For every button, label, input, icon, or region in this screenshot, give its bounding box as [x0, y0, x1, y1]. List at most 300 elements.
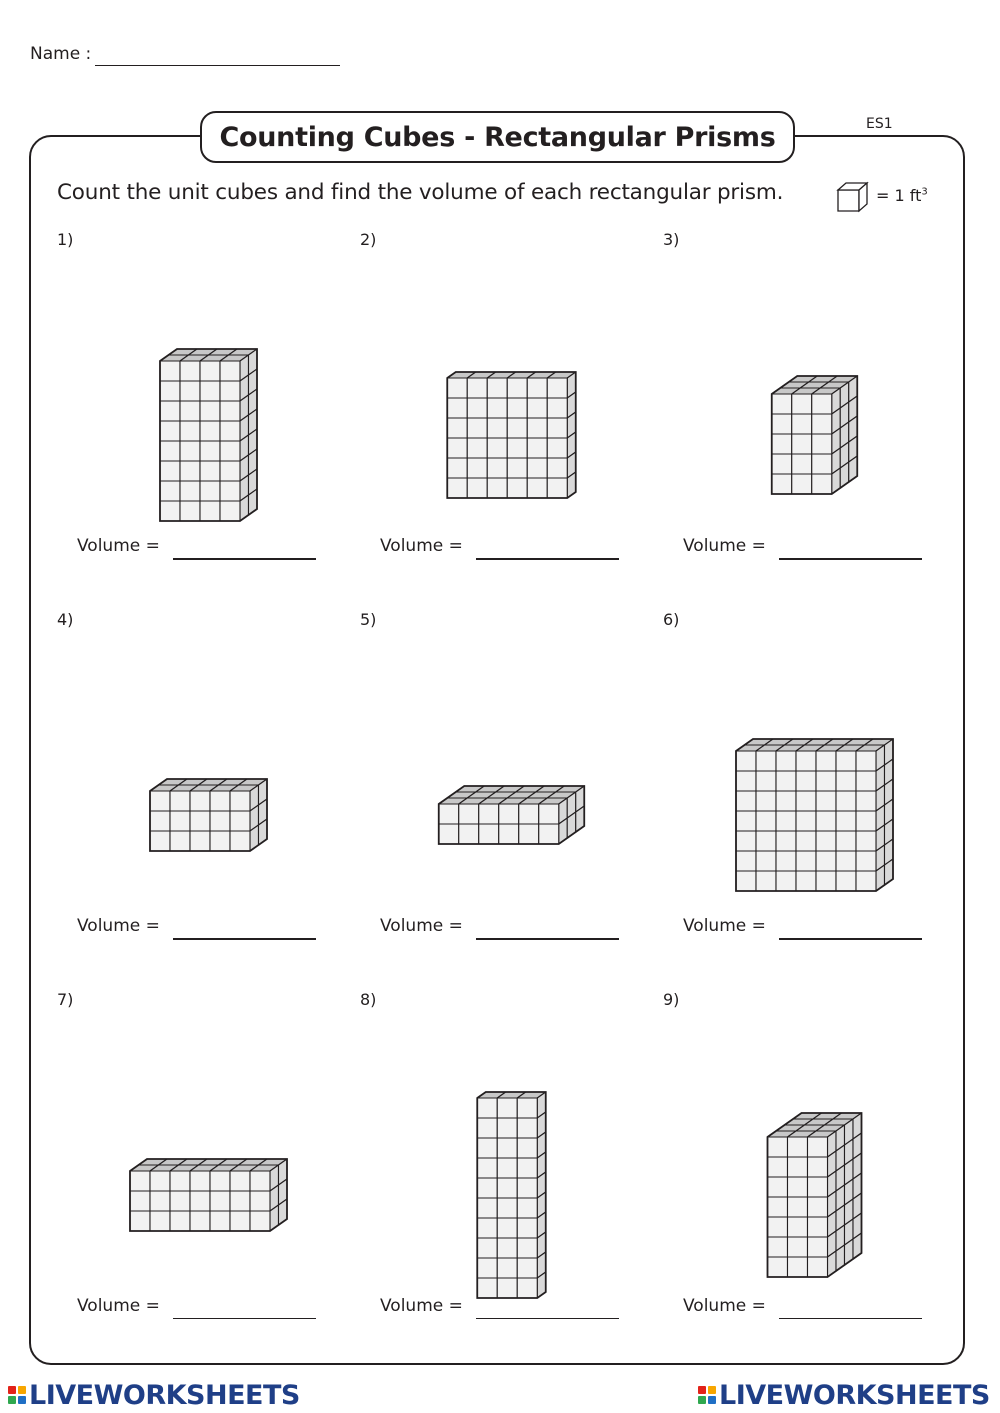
cube-face — [836, 751, 856, 771]
cube-face — [477, 1278, 497, 1298]
cube-face — [230, 811, 250, 831]
problem-number: 2) — [360, 230, 377, 249]
problem-number: 7) — [57, 990, 74, 1009]
cube-face — [487, 398, 507, 418]
cube-face — [459, 804, 479, 824]
cube-face — [200, 361, 220, 381]
cube-face — [856, 791, 876, 811]
cube-face — [776, 791, 796, 811]
cube-face — [200, 441, 220, 461]
cube-face — [507, 438, 527, 458]
cube-face — [497, 1118, 517, 1138]
footer-brand: LIVEWORKSHEETS — [719, 1379, 990, 1411]
cube-face — [756, 831, 776, 851]
footer-logo-right[interactable] — [698, 1378, 990, 1412]
cube-face — [200, 481, 220, 501]
cube-face — [772, 454, 792, 474]
cube-face — [467, 418, 487, 438]
cube-face — [150, 791, 170, 811]
name-label: Name : — [30, 44, 92, 64]
cube-face — [808, 1237, 828, 1257]
problem-8 — [360, 990, 663, 1370]
cube-face — [836, 791, 856, 811]
cube-face — [517, 1158, 537, 1178]
cube-face — [220, 401, 240, 421]
cube-face — [547, 438, 567, 458]
problem-6 — [663, 610, 966, 990]
cube-face — [447, 418, 467, 438]
cube-face — [768, 1257, 788, 1277]
cube-face — [230, 1211, 250, 1231]
cube-face — [517, 1198, 537, 1218]
logo-tile — [708, 1396, 716, 1404]
cube-face — [507, 398, 527, 418]
cube-face — [756, 751, 776, 771]
cube-face — [507, 378, 527, 398]
prism-figure — [663, 630, 966, 910]
problem-number: 8) — [360, 990, 377, 1009]
cube-face — [250, 1211, 270, 1231]
cube-face — [788, 1137, 808, 1157]
cube-face — [150, 1191, 170, 1211]
cube-face — [180, 441, 200, 461]
cube-face — [836, 851, 856, 871]
problem-number: 5) — [360, 610, 377, 629]
cube-face — [792, 414, 812, 434]
cube-face — [812, 434, 832, 454]
cube-face — [160, 401, 180, 421]
cube-face — [856, 831, 876, 851]
cube-face — [160, 441, 180, 461]
cube-face — [788, 1237, 808, 1257]
problem-number: 3) — [663, 230, 680, 249]
cube-face — [170, 1211, 190, 1231]
problem-1 — [57, 230, 360, 610]
prism-figure — [663, 250, 966, 530]
cube-face — [477, 1118, 497, 1138]
worksheet-code: ES1 — [866, 116, 893, 132]
footer-brand: LIVEWORKSHEETS — [29, 1379, 300, 1411]
cube-face — [816, 871, 836, 891]
cube-face — [756, 791, 776, 811]
cube-face — [160, 481, 180, 501]
cube-face — [756, 811, 776, 831]
cube-face — [477, 1098, 497, 1118]
cube-face — [836, 811, 856, 831]
cube-face — [772, 414, 792, 434]
cube-face — [497, 1238, 517, 1258]
cube-face — [497, 1178, 517, 1198]
cube-face — [507, 478, 527, 498]
cube-face — [736, 851, 756, 871]
volume-label: Volume = — [77, 1296, 160, 1316]
cube-face — [788, 1177, 808, 1197]
cube-face — [517, 1238, 537, 1258]
problem-9 — [663, 990, 966, 1370]
cube-face — [477, 1198, 497, 1218]
unit-legend-exponent: 3 — [921, 186, 928, 198]
cube-face — [796, 851, 816, 871]
cube-face — [736, 771, 756, 791]
cube-face — [180, 361, 200, 381]
cube-face — [150, 1211, 170, 1231]
cube-face — [447, 438, 467, 458]
cube-face — [547, 458, 567, 478]
cube-face — [736, 871, 756, 891]
volume-label: Volume = — [77, 536, 160, 556]
cube-face — [250, 1171, 270, 1191]
cube-face — [527, 398, 547, 418]
cube-face — [527, 458, 547, 478]
unit-cube-icon — [836, 181, 870, 213]
cube-face — [447, 458, 467, 478]
cube-face — [736, 811, 756, 831]
problem-4 — [57, 610, 360, 990]
cube-face — [507, 458, 527, 478]
cube-face — [527, 438, 547, 458]
cube-face — [736, 751, 756, 771]
cube-face — [812, 414, 832, 434]
cube-face — [812, 474, 832, 494]
cube-face — [487, 478, 507, 498]
cube-face — [539, 824, 559, 844]
cube-face — [467, 438, 487, 458]
cube-face — [497, 1158, 517, 1178]
cube-face — [200, 401, 220, 421]
title-box — [200, 111, 795, 163]
logo-tile — [698, 1396, 706, 1404]
cube-face — [190, 831, 210, 851]
cube-face — [160, 361, 180, 381]
cube-face — [836, 871, 856, 891]
volume-answer-line[interactable] — [173, 938, 316, 940]
cube-face — [816, 791, 836, 811]
cube-face — [497, 1218, 517, 1238]
cube-face — [200, 461, 220, 481]
cube-face — [796, 871, 816, 891]
cube-face — [210, 791, 230, 811]
cube-face — [479, 824, 499, 844]
cube-face — [788, 1157, 808, 1177]
cube-face — [772, 394, 792, 414]
volume-answer-line[interactable] — [173, 558, 316, 560]
cube-face — [792, 434, 812, 454]
cube-face — [808, 1257, 828, 1277]
cube-face — [170, 1191, 190, 1211]
cube-face — [180, 401, 200, 421]
cube-face — [808, 1197, 828, 1217]
cube-face — [190, 1191, 210, 1211]
cube-face — [467, 478, 487, 498]
cube-face — [160, 461, 180, 481]
prism-figure — [360, 1010, 663, 1290]
cube-face — [527, 478, 547, 498]
cube-face — [808, 1177, 828, 1197]
cube-face — [736, 791, 756, 811]
cube-face — [517, 1098, 537, 1118]
cube-face — [517, 1118, 537, 1138]
cube-face — [170, 791, 190, 811]
cube-face — [180, 501, 200, 521]
cube-face — [230, 831, 250, 851]
cube-face — [150, 831, 170, 851]
cube-face — [772, 474, 792, 494]
cube-face — [816, 851, 836, 871]
volume-label: Volume = — [380, 916, 463, 936]
problem-7 — [57, 990, 360, 1370]
cube-face — [768, 1197, 788, 1217]
prism-figure — [57, 250, 360, 530]
cube-face — [220, 501, 240, 521]
cube-face — [170, 1171, 190, 1191]
cube-face — [170, 831, 190, 851]
cube-face — [497, 1198, 517, 1218]
logo-tile — [8, 1386, 16, 1394]
cube-face — [756, 851, 776, 871]
cube-face — [756, 871, 776, 891]
cube-face — [792, 474, 812, 494]
cube-face — [477, 1238, 497, 1258]
cube-face — [210, 1171, 230, 1191]
cube-face — [816, 831, 836, 851]
cube-face — [130, 1171, 150, 1191]
problem-number: 6) — [663, 610, 680, 629]
cube-face — [487, 458, 507, 478]
logo-tiles-icon — [8, 1386, 26, 1404]
cube-face — [220, 481, 240, 501]
cube-face — [439, 824, 459, 844]
cube-face — [477, 1258, 497, 1278]
cube-face — [477, 1158, 497, 1178]
cube-face — [816, 751, 836, 771]
cube-face — [170, 811, 190, 831]
cube-face — [180, 481, 200, 501]
cube-face — [439, 804, 459, 824]
volume-answer-line[interactable] — [779, 1318, 922, 1319]
prism-figure — [663, 1010, 966, 1290]
logo-tile — [18, 1396, 26, 1404]
cube-face — [768, 1157, 788, 1177]
logo-tile — [698, 1386, 706, 1394]
cube-face — [756, 771, 776, 791]
cube-face — [792, 454, 812, 474]
cube-face — [477, 1178, 497, 1198]
cube-face — [190, 1211, 210, 1231]
cube-face — [812, 454, 832, 474]
cube-face — [447, 478, 467, 498]
cube-face — [776, 831, 796, 851]
cube-face — [200, 501, 220, 521]
cube-face — [497, 1258, 517, 1278]
cube-face — [836, 771, 856, 791]
problem-number: 9) — [663, 990, 680, 1009]
cube-face — [499, 824, 519, 844]
cube-face — [200, 381, 220, 401]
cube-face — [210, 1211, 230, 1231]
cube-face — [210, 1191, 230, 1211]
prism-figure — [57, 1010, 360, 1290]
prism-figure — [360, 250, 663, 530]
cube-face — [768, 1237, 788, 1257]
cube-face — [467, 398, 487, 418]
cube-face — [792, 394, 812, 414]
cube-face — [776, 851, 796, 871]
cube-face — [768, 1137, 788, 1157]
cube-face — [250, 1191, 270, 1211]
cube-face — [507, 418, 527, 438]
volume-answer-line[interactable] — [476, 558, 619, 560]
instructions: Count the unit cubes and find the volume of each rectangular prism. — [57, 180, 784, 205]
cube-face — [788, 1197, 808, 1217]
volume-answer-line[interactable] — [173, 1318, 316, 1319]
cube-face — [190, 1171, 210, 1191]
cube-face — [467, 458, 487, 478]
problem-5 — [360, 610, 663, 990]
volume-label: Volume = — [380, 1296, 463, 1316]
cube-face — [519, 804, 539, 824]
cube-face — [517, 1178, 537, 1198]
cube-face — [220, 361, 240, 381]
unit-legend-text: = 1 ft — [876, 186, 922, 205]
cube-face — [477, 1218, 497, 1238]
cube-face — [190, 791, 210, 811]
cube-face — [527, 378, 547, 398]
cube-face — [788, 1257, 808, 1277]
cube-face — [776, 811, 796, 831]
volume-label: Volume = — [683, 916, 766, 936]
cube-face — [856, 871, 876, 891]
cube-face — [812, 394, 832, 414]
cube-face — [517, 1218, 537, 1238]
cube-face — [497, 1278, 517, 1298]
cube-face — [836, 831, 856, 851]
cube-face — [180, 421, 200, 441]
cube-face — [467, 378, 487, 398]
cube-face — [160, 421, 180, 441]
cube-face — [808, 1217, 828, 1237]
cube-face — [487, 378, 507, 398]
cube-face — [517, 1278, 537, 1298]
cube-face — [459, 824, 479, 844]
cube-face — [230, 791, 250, 811]
cube-face — [210, 811, 230, 831]
cube-face — [160, 501, 180, 521]
cube-face — [487, 418, 507, 438]
name-input-line[interactable] — [95, 65, 340, 66]
cube-face — [210, 831, 230, 851]
cube-face — [856, 851, 876, 871]
volume-answer-line[interactable] — [476, 938, 619, 940]
cube-face — [477, 1138, 497, 1158]
cube-face — [497, 1098, 517, 1118]
cube-face — [150, 1171, 170, 1191]
cube-face — [796, 831, 816, 851]
cube-face — [447, 398, 467, 418]
logo-tile — [18, 1386, 26, 1394]
volume-answer-line[interactable] — [779, 938, 922, 940]
problem-number: 4) — [57, 610, 74, 629]
cube-face — [816, 771, 836, 791]
problem-2 — [360, 230, 663, 610]
cube-face — [447, 378, 467, 398]
volume-answer-line[interactable] — [779, 558, 922, 560]
cube-face — [776, 871, 796, 891]
problem-number: 1) — [57, 230, 74, 249]
cube-face — [796, 791, 816, 811]
logo-tile — [8, 1396, 16, 1404]
unit-legend — [876, 186, 928, 205]
worksheet-title: Counting Cubes - Rectangular Prisms — [219, 121, 776, 153]
cube-face — [768, 1217, 788, 1237]
cube-face — [499, 804, 519, 824]
volume-label: Volume = — [380, 536, 463, 556]
cube-face — [776, 751, 796, 771]
cube-face — [479, 804, 499, 824]
logo-tiles-icon — [698, 1386, 716, 1404]
cube-face — [808, 1137, 828, 1157]
logo-tile — [708, 1386, 716, 1394]
cube-face — [130, 1191, 150, 1211]
cube-face — [517, 1138, 537, 1158]
volume-answer-line[interactable] — [476, 1318, 619, 1319]
cube-face — [230, 1171, 250, 1191]
cube-face — [180, 381, 200, 401]
cube-face — [796, 751, 816, 771]
footer-logo-left[interactable] — [8, 1378, 300, 1412]
prism-figure — [57, 630, 360, 910]
cube-face — [150, 811, 170, 831]
cube-face — [130, 1211, 150, 1231]
cube-face — [816, 811, 836, 831]
volume-label: Volume = — [77, 916, 160, 936]
volume-label: Volume = — [683, 1296, 766, 1316]
cube-face — [547, 478, 567, 498]
problem-3 — [663, 230, 966, 610]
cube-face — [808, 1157, 828, 1177]
cube-face — [519, 824, 539, 844]
cube-face — [547, 418, 567, 438]
cube-face — [856, 751, 876, 771]
cube-face — [547, 378, 567, 398]
cube-face — [547, 398, 567, 418]
cube-face — [736, 831, 756, 851]
cube-face — [776, 771, 796, 791]
cube-face — [220, 421, 240, 441]
cube-face — [856, 771, 876, 791]
cube-face — [768, 1177, 788, 1197]
cube-face — [796, 771, 816, 791]
cube-face — [527, 418, 547, 438]
cube-face — [220, 461, 240, 481]
prism-figure — [360, 630, 663, 910]
cube-face — [160, 381, 180, 401]
cube-face — [497, 1138, 517, 1158]
cube-face — [220, 441, 240, 461]
cube-face — [539, 804, 559, 824]
cube-face — [190, 811, 210, 831]
cube-face — [487, 438, 507, 458]
cube-face — [230, 1191, 250, 1211]
cube-face — [220, 381, 240, 401]
cube-face — [856, 811, 876, 831]
volume-label: Volume = — [683, 536, 766, 556]
cube-face — [772, 434, 792, 454]
cube-face — [517, 1258, 537, 1278]
cube-face — [200, 421, 220, 441]
cube-face — [788, 1217, 808, 1237]
cube-face — [180, 461, 200, 481]
cube-face — [796, 811, 816, 831]
